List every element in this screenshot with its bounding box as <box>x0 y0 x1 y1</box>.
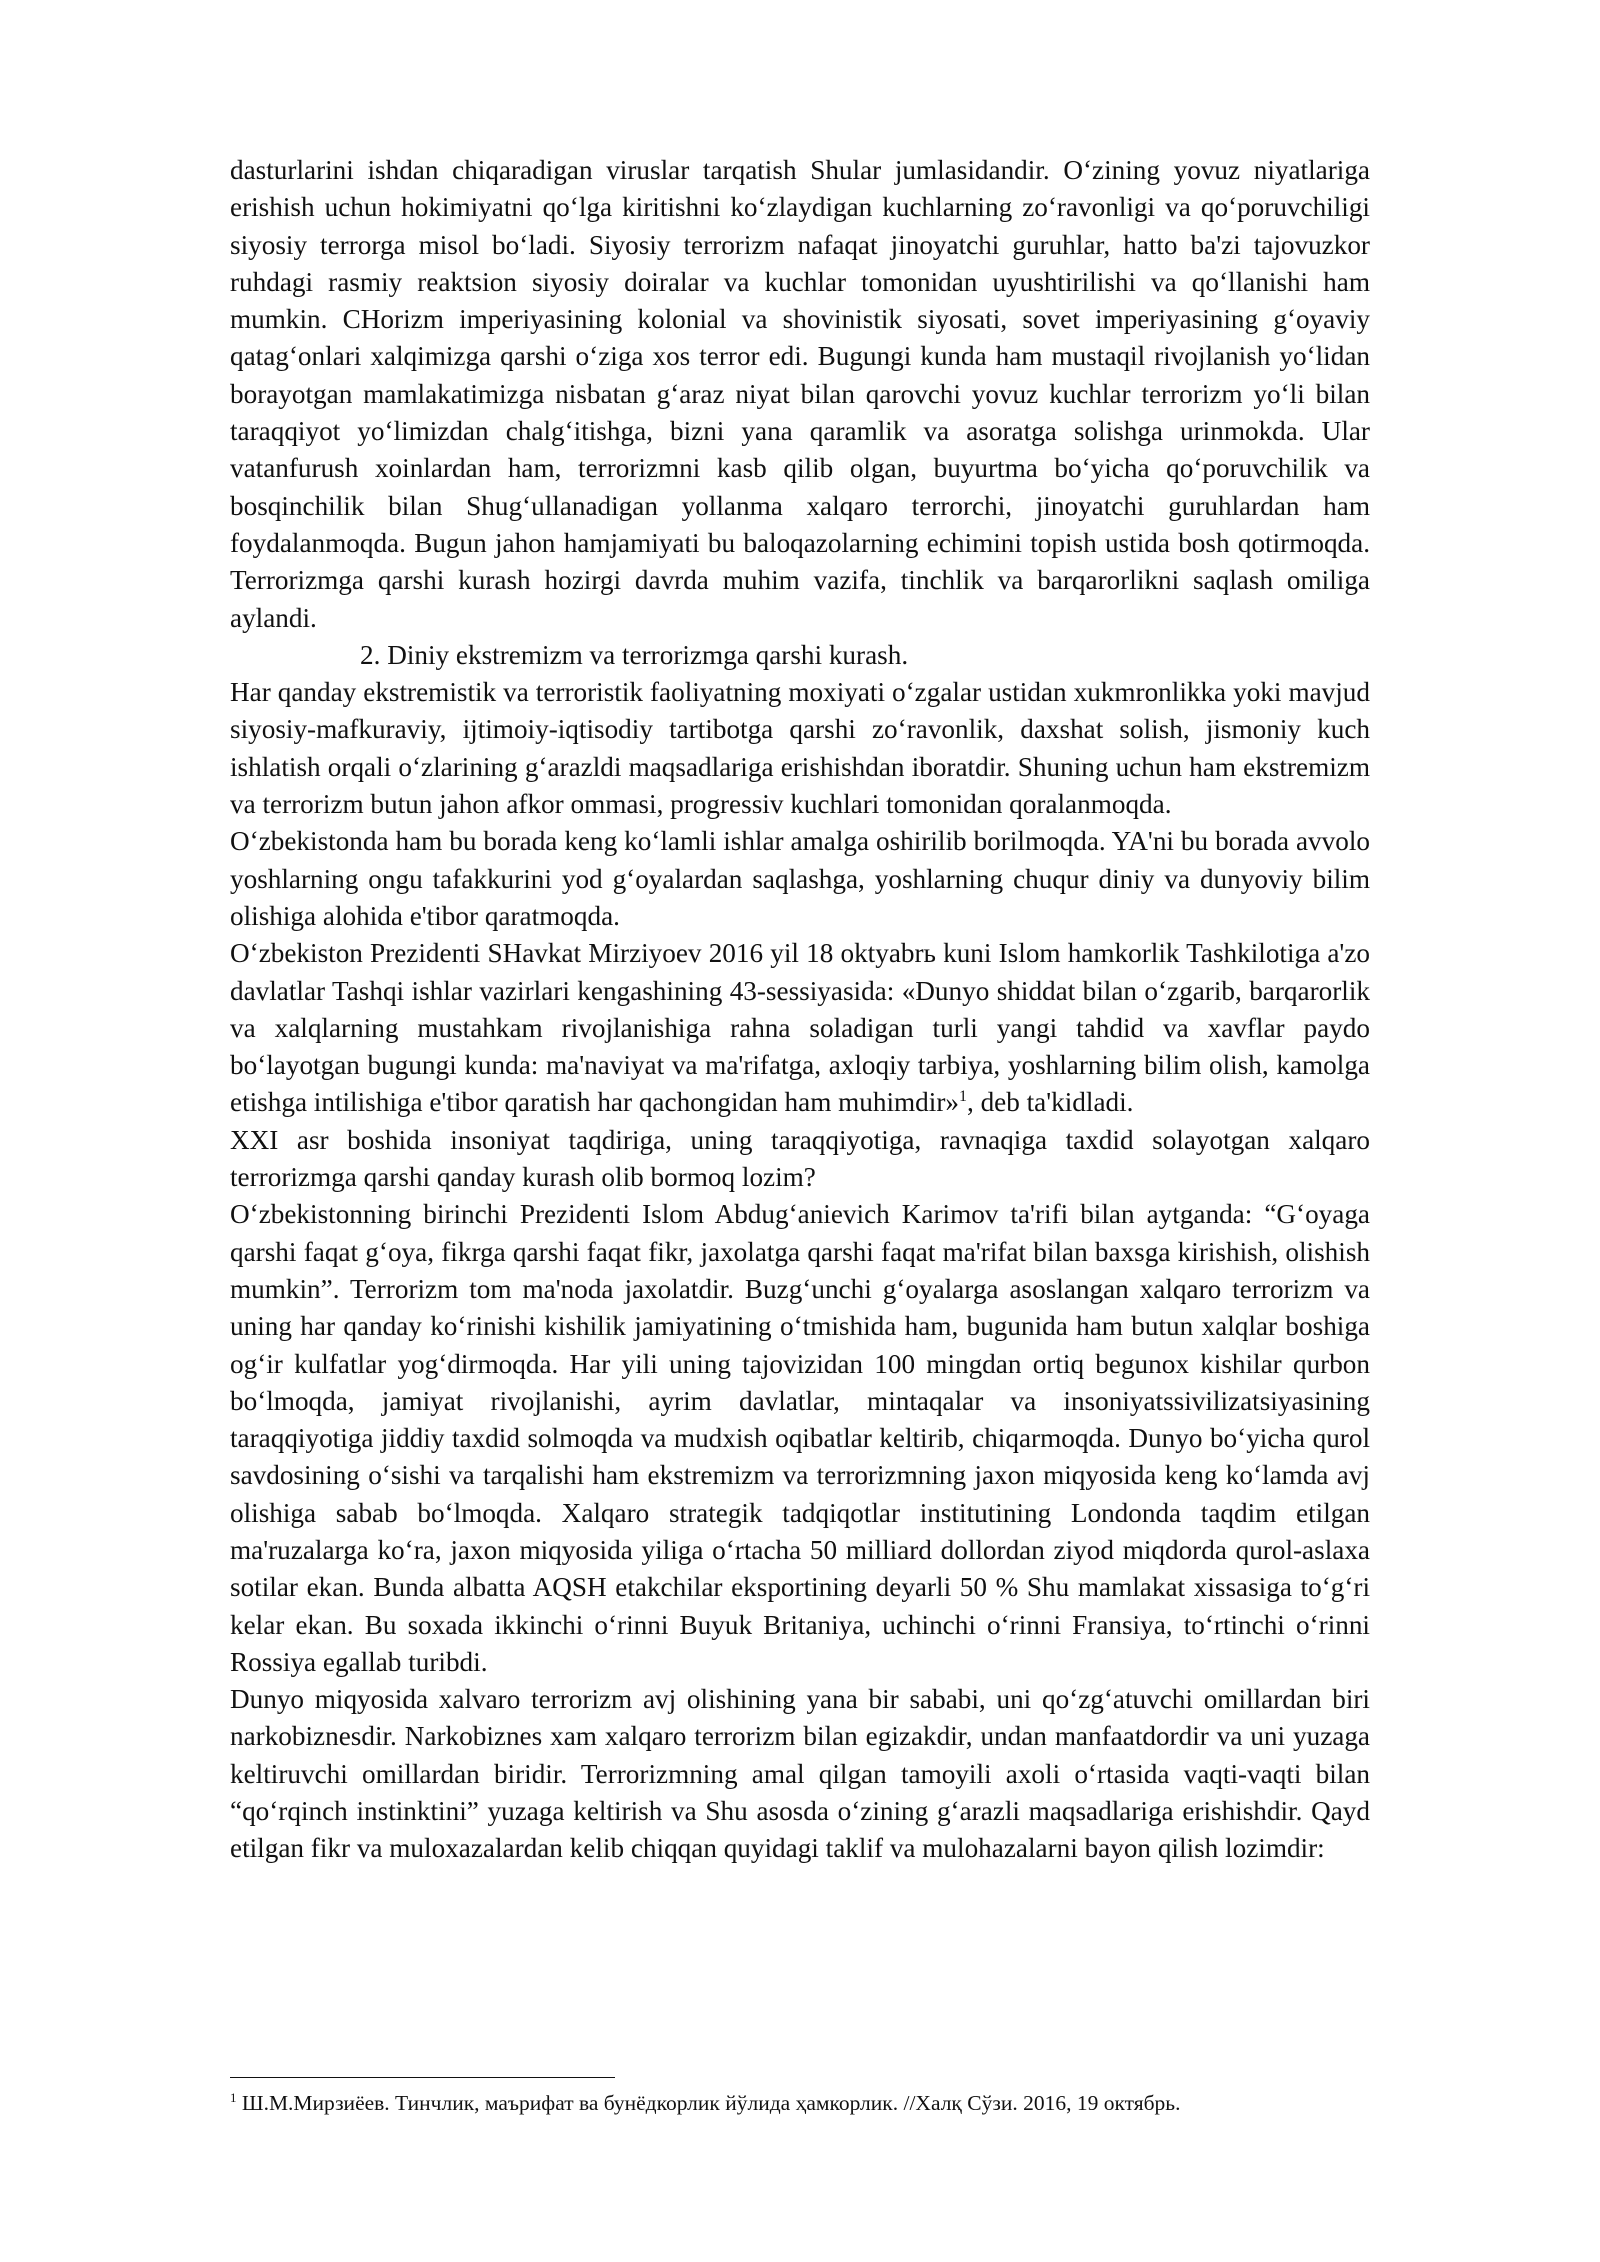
paragraph-president-quote <box>230 935 1370 1121</box>
president-quote-tail: , deb ta'kidladi. <box>966 1087 1134 1118</box>
section-heading: 2. Diniy ekstremizm va terrorizmga qarshi kurash. <box>360 639 909 670</box>
paragraph-question: XXI asr boshida insoniyat taqdiriga, uning taraqqiyotiga, ravnaqiga taxdid solayotgan xalqaro terrorizmga qarshi qanday kurash olib bormoq lozim? <box>230 1124 1370 1193</box>
footnote-marker: 1 <box>230 2089 237 2105</box>
paragraph-extremism-essence: Har qanday ekstremistik va terroristik faoliyatning moxiyati o‘zgalar ustidan xukmronlikka yoki mavjud siyosiy-mafkuraviy, ijtimoiy-iqtisodiy tartibotga qarshi zo‘ravonlik, daxshat solish, jismoniy kuch ishlatish orqali o‘zlarining g‘arazldi maqsadlariga erishishdan iboratdir. Shuning uchun ham ekstremizm va terrorizm butun jahon afkor ommasi, progressiv kuchlari tomonidan qoralanmoqda. <box>230 677 1370 820</box>
footnote-text: Ш.М.Мирзиёев. Тинчлик, маърифат ва бунёдкорлик йўлида ҳамкорлик. //Халқ Сўзи. 2016, 19 октябрь. <box>236 2091 1181 2115</box>
paragraph-narcobusiness: Dunyo miqyosida xalvaro terrorizm avj olishining yana bir sababi, uni qo‘zg‘atuvchi omillardan biri narkobiznesdir. Narkobiznes xam xalqaro terrorizm bilan egizakdir, undan manfaatdordir va uni yuzaga keltiruvchi omillardan biridir. Terrorizmning amal qilgan tamoyili axoli o‘rtasida vaqti-vaqti bilan “qo‘rqinch instinktini” yuzaga keltirish va Shu asosda o‘zining g‘arazli maqsadlariga erishishdir. Qayd etilgan fikr va muloxazalardan kelib chiqqan quyidagi taklif va mulohazalarni bayon qilish lozimdir: <box>230 1684 1370 1864</box>
footnote-separator <box>230 2077 615 2078</box>
paragraph-political-terror: dasturlarini ishdan chiqaradigan viruslar tarqatish Shular jumlasidandir. O‘zining yovuz niyatlariga erishish uchun hokimiyatni qo‘lga kiritishni ko‘zlaydigan kuchlarning zo‘ravonligi va qo‘poruvchiligi siyosiy terrorga misol bo‘ladi. Siyosiy terrorizm nafaqat jinoyatchi guruhlar, hatto ba'zi tajovuzkor ruhdagi rasmiy reaktsion siyosiy doiralar va kuchlar tomonidan uyushtirilishi va qo‘llanishi ham mumkin. CHorizm imperiyasining kolonial va shovinistik siyosati, sovet imperiyasining g‘oyaviy qatag‘onlari xalqimizga qarshi o‘ziga xos terror edi. Bugungi kunda ham mustaqil rivojlanish yo‘lidan borayotgan mamlakatimizga nisbatan g‘araz niyat bilan qarovchi yovuz kuchlar terrorizm yo‘li bilan taraqqiyot yo‘limizdan chalg‘itishga, bizni yana qaramlik va asoratga solishga urinmokda. Ular vatanfurush xoinlardan ham, terrorizmni kasb qilib olgan, buyurtma bo‘yicha qo‘poruvchilik va bosqinchilik bilan Shug‘ullanadigan yollanma xalqaro terrorchi, jinoyatchi guruhlardan ham foydalanmoqda. Bugun jahon hamjamiyati bu baloqazolarning echimini topish ustida bosh qotirmoqda. Terrorizmga qarshi kurash hozirgi davrda muhim vazifa, tinchlik va barqarorlikni saqlash omiliga aylandi. <box>230 155 1370 633</box>
footnote <box>230 2088 1370 2118</box>
paragraph-karimov-quote: O‘zbekistonning birinchi Prezidenti Islom Abdug‘anievich Karimov ta'rifi bilan aytganda: “G‘oyaga qarshi faqat g‘oya, fikrga qarshi faqat fikr, jaxolatga qarshi faqat ma'rifat bilan baxsga kirishish, olishish mumkin”. Terrorizm tom ma'noda jaxolatdir. Buzg‘unchi g‘oyalarga asoslangan xalqaro terrorizm va uning har qanday ko‘rinishi kishilik jamiyatining o‘tmishida ham, bugunida ham butun xalqlar boshiga og‘ir kulfatlar yog‘dirmoqda. Har yili uning tajovizidan 100 mingdan ortiq begunox kishilar qurbon bo‘lmoqda, jamiyat rivojlanishi, ayrim davlatlar, mintaqalar va insoniyatssivilizatsiyasining taraqqiyotiga jiddiy taxdid solmoqda va mudxish oqibatlar keltirib, chiqarmoqda. Dunyo bo‘yicha qurol savdosining o‘sishi va tarqalishi ham ekstremizm va terrorizmning jaxon miqyosida keng ko‘lamda avj olishiga sabab bo‘lmoqda. Xalqaro strategik tadqiqotlar institutining Londonda taqdim etilgan ma'ruzalarga ko‘ra, jaxon miqyosida yiliga o‘rtacha 50 milliard dollordan ziyod miqdorda qurol-aslaxa sotilar ekan. Bunda albatta AQSH etakchilar eksportining deyarli 50 % Shu mamlakat xissasiga to‘g‘ri kelar ekan. Bu soxada ikkinchi o‘rinni Buyuk Britaniya, uchinchi o‘rinni Fransiya, to‘rtinchi o‘rinni Rossiya egallab turibdi. <box>230 1199 1370 1677</box>
footnote-reference: 1 <box>958 1088 967 1106</box>
paragraph-uzbekistan-efforts: O‘zbekistonda ham bu borada keng ko‘lamli ishlar amalga oshirilib borilmoqda. YA'ni bu borada avvolo yoshlarning ongu tafakkurini yod g‘oyalardan saqlashga, yoshlarning chuqur diniy va dunyoviy bilim olishiga alohida e'tibor qaratmoqda. <box>230 826 1370 931</box>
president-quote-text: O‘zbekiston Prezidenti SHavkat Mirziyoev 2016 yil 18 oktyabrь kuni Islom hamkorlik Tashkilotiga a'zo davlatlar Tashqi ishlar vazirlari kengashining 43-sessiyasida: «Dunyo shiddat bilan o‘zgarib, barqarorlik va xalqlarning mustahkam rivojlanishiga rahna soladigan turli yangi tahdid va xavflar paydo bo‘layotgan bugungi kunda: ma'naviyat va ma'rifatga, axloqiy tarbiya, yoshlarning bilim olish, kamolga etishga intilishiga e'tibor qaratish har qachongidan ham muhimdir» <box>230 938 1370 1118</box>
document-body <box>230 152 1370 1868</box>
